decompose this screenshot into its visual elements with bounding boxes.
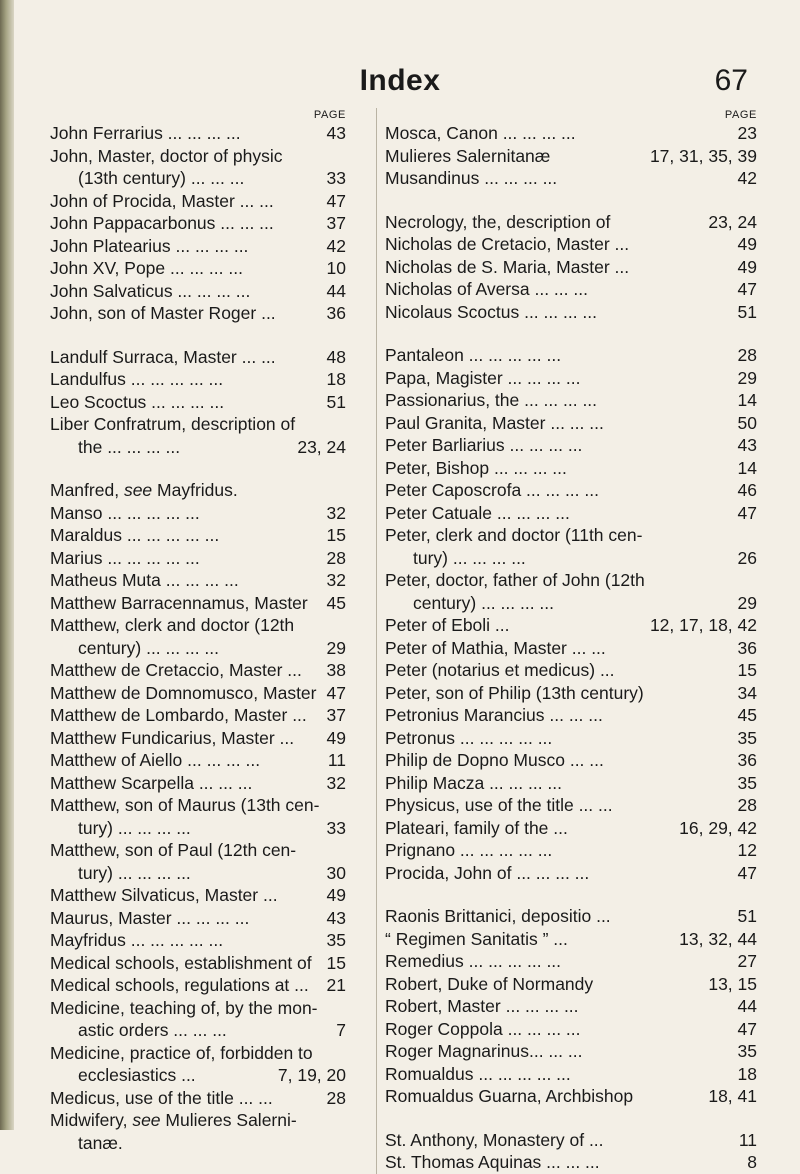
- entry-page: 33: [326, 817, 346, 838]
- entry-text: Matheus Muta ... ... ... ...: [50, 570, 239, 590]
- entry-text: Petronius Marancius ... ... ...: [385, 705, 603, 725]
- entry-page: 36: [737, 637, 757, 658]
- entry-page: 29: [737, 592, 757, 613]
- index-entry: [50, 929, 346, 952]
- entry-page: 32: [326, 772, 346, 793]
- entry-text: [50, 479, 346, 502]
- entry-text: Maraldus ... ... ... ... ...: [50, 525, 220, 545]
- entry-text-pre: Manfred,: [50, 480, 124, 500]
- index-entry: [50, 704, 346, 727]
- entry-text: Matthew of Aiello ... ... ... ...: [50, 750, 261, 770]
- index-entry: [50, 413, 346, 436]
- entry-text-pre: Midwifery,: [50, 1110, 133, 1130]
- entry-text: Peter, Bishop ... ... ... ...: [385, 457, 567, 478]
- entry-text: Matthew, clerk and doctor (12th: [50, 615, 295, 635]
- see-reference: see: [132, 1110, 161, 1130]
- entry-text: Raonis Brittanici, depositio ...: [385, 906, 611, 926]
- index-entry: [385, 614, 757, 637]
- entry-text-post: Mulieres Salerni-: [160, 1110, 297, 1130]
- index-entry: [385, 592, 757, 615]
- entry-page: 27: [737, 951, 757, 971]
- index-entry: [385, 412, 757, 435]
- entry-text: astic orders ... ... ...: [78, 1020, 227, 1040]
- entry-text: John, Master, doctor of physic: [50, 145, 283, 166]
- index-entry: [385, 727, 757, 750]
- index-entry: [50, 479, 346, 502]
- entry-text: Prignano ... ... ... ... ...: [385, 840, 553, 860]
- entry-page: 49: [326, 885, 346, 905]
- entry-page: 18: [737, 1063, 757, 1084]
- index-entry: [50, 1042, 346, 1065]
- index-entry: [50, 794, 346, 817]
- index-entry: [50, 569, 346, 592]
- entry-page: 47: [737, 279, 757, 299]
- index-entry: [385, 524, 757, 547]
- index-entry: [385, 905, 757, 928]
- entry-page: 14: [737, 457, 757, 478]
- index-entry: [385, 301, 757, 324]
- entry-text: Marius ... ... ... ... ...: [50, 547, 200, 568]
- entry-page: 26: [737, 547, 757, 568]
- entry-text: Mulieres Salernitanæ: [385, 145, 551, 166]
- entry-page: 32: [326, 502, 346, 523]
- index-entry: [385, 817, 757, 840]
- index-entry: [50, 122, 346, 145]
- entry-page: 28: [326, 1087, 346, 1108]
- index-entry: [50, 637, 346, 660]
- entry-page: 49: [737, 256, 757, 277]
- index-entry: [50, 727, 346, 750]
- entry-page: 44: [737, 996, 757, 1016]
- entry-page: 15: [326, 525, 346, 545]
- index-entry: [50, 257, 346, 280]
- index-entry: [50, 659, 346, 682]
- index-entry: [385, 637, 757, 660]
- entry-page: 35: [737, 772, 757, 793]
- index-entry: [385, 928, 757, 951]
- index-entry: [385, 1151, 757, 1174]
- see-reference: see: [123, 480, 153, 500]
- entry-text: Matthew Barracennamus, Master: [50, 592, 308, 613]
- page-column-label: PAGE: [313, 109, 346, 121]
- entry-page: 47: [737, 862, 757, 883]
- entry-page: 23, 24: [297, 436, 346, 457]
- entry-text: Matthew de Lombardo, Master ...: [50, 705, 307, 725]
- index-entry: [50, 884, 346, 907]
- index-entry: [385, 995, 757, 1018]
- entry-text: Peter Barliarius ... ... ... ...: [385, 435, 583, 455]
- index-entry: [50, 817, 346, 840]
- entry-page: 29: [326, 637, 346, 658]
- entry-page: 23: [737, 123, 757, 143]
- entry-text: Paul Granita, Master ... ... ...: [385, 412, 604, 433]
- index-entry: [50, 167, 346, 190]
- entry-page: 35: [737, 727, 757, 748]
- index-entry: [50, 592, 346, 615]
- entry-page: 48: [326, 346, 346, 367]
- index-entry: [50, 391, 346, 414]
- index-entry: [50, 1064, 346, 1087]
- book-spine-edge: [0, 0, 14, 1130]
- page-header: [0, 64, 800, 104]
- entry-text: Matthew de Domnomusco, Master: [50, 682, 317, 703]
- entry-text: Liber Confratrum, description of: [50, 414, 296, 434]
- entry-page: 45: [326, 592, 346, 613]
- entry-text: Nicholas de Cretacio, Master ...: [385, 234, 630, 254]
- entry-text: the ... ... ... ...: [78, 436, 181, 457]
- index-entry: [385, 122, 757, 145]
- entry-text: John Pappacarbonus ... ... ...: [50, 213, 274, 233]
- entry-page: 28: [737, 795, 757, 815]
- entry-page: 34: [737, 682, 757, 703]
- entry-page: 13, 32, 44: [679, 928, 757, 949]
- entry-page: 16, 29, 42: [679, 817, 757, 838]
- index-entry: [50, 839, 346, 862]
- entry-page: 8: [747, 1152, 757, 1172]
- entry-page: 15: [326, 952, 346, 973]
- entry-page: 18, 41: [708, 1086, 757, 1106]
- entry-text: Medicine, teaching of, by the mon-: [50, 997, 318, 1018]
- index-entry: [385, 211, 757, 234]
- entry-text: Matthew Silvaticus, Master ...: [50, 885, 278, 905]
- entry-text: Petronus ... ... ... ... ...: [385, 727, 553, 748]
- index-entry: [385, 950, 757, 973]
- entry-page: 43: [326, 907, 346, 928]
- index-entry: [50, 1132, 346, 1155]
- index-entry: [50, 749, 346, 772]
- index-entry: [50, 212, 346, 235]
- entry-text: century) ... ... ... ...: [413, 592, 555, 613]
- entry-text: Matthew, son of Paul (12th cen-: [50, 840, 297, 860]
- index-entry: [385, 457, 757, 480]
- entry-text: Remedius ... ... ... ... ...: [385, 951, 562, 971]
- entry-text: Peter, clerk and doctor (11th cen-: [385, 525, 643, 545]
- index-entry: [50, 997, 346, 1020]
- entry-page: 17, 31, 35, 39: [649, 145, 757, 166]
- index-entry: [50, 368, 346, 391]
- index-entry: [50, 862, 346, 885]
- index-entry: [385, 1129, 757, 1152]
- entry-text: Roger Coppola ... ... ... ...: [385, 1018, 581, 1039]
- entry-text: Plateari, family of the ...: [385, 817, 568, 838]
- entry-text: Musandinus ... ... ... ...: [385, 168, 558, 188]
- entry-page: 13, 15: [708, 973, 757, 994]
- entry-page: 50: [737, 412, 757, 433]
- index-entry: [50, 1109, 346, 1132]
- entry-page: 14: [737, 390, 757, 410]
- index-entry: [385, 569, 757, 592]
- entry-page: 47: [737, 502, 757, 523]
- entry-page: 44: [326, 280, 346, 301]
- entry-page: 29: [737, 367, 757, 388]
- index-entry: [50, 145, 346, 168]
- index-entry: [385, 1040, 757, 1063]
- index-entry: [50, 280, 346, 303]
- index-entry: [385, 794, 757, 817]
- entry-text: Nicholas de S. Maria, Master ...: [385, 256, 630, 277]
- entry-text: Peter Caposcrofa ... ... ... ...: [385, 480, 599, 500]
- right-index-column: [376, 108, 757, 1174]
- index-entry: [50, 235, 346, 258]
- index-entry: [50, 772, 346, 795]
- entry-page: 47: [326, 190, 346, 211]
- entry-page: 15: [737, 660, 757, 680]
- entry-text: Romualdus Guarna, Archbishop: [385, 1086, 634, 1106]
- index-entry: [385, 749, 757, 772]
- entry-text: Passionarius, the ... ... ... ...: [385, 390, 598, 410]
- entry-page: 37: [326, 705, 346, 725]
- entry-text: tury) ... ... ... ...: [413, 547, 526, 568]
- entry-text: ecclesiastics ...: [78, 1065, 196, 1085]
- entry-text: Peter, doctor, father of John (12th: [385, 570, 645, 590]
- index-entry: [385, 367, 757, 390]
- entry-page: 36: [737, 750, 757, 770]
- index-entry: [385, 659, 757, 682]
- index-entry: [385, 502, 757, 525]
- entry-text: Matthew Scarpella ... ... ...: [50, 772, 253, 793]
- index-entry: [50, 190, 346, 213]
- entry-text: John XV, Pope ... ... ... ...: [50, 258, 243, 278]
- entry-page: 11: [327, 750, 346, 770]
- entry-page: 30: [326, 862, 346, 883]
- entry-page: 42: [326, 235, 346, 256]
- entry-text: Nicholas of Aversa ... ... ...: [385, 279, 588, 299]
- entry-page: 35: [737, 1041, 757, 1061]
- index-entry: [50, 1019, 346, 1042]
- entry-text: Maurus, Master ... ... ... ...: [50, 907, 250, 928]
- entry-page: 47: [737, 1018, 757, 1039]
- entry-text: Mayfridus ... ... ... ... ...: [50, 930, 224, 950]
- page-number: 67: [714, 64, 748, 97]
- index-entry: [385, 547, 757, 570]
- entry-text: Robert, Duke of Normandy: [385, 973, 594, 994]
- entry-page: 45: [737, 705, 757, 725]
- index-entry: [50, 524, 346, 547]
- index-entry: [50, 952, 346, 975]
- entry-text: John of Procida, Master ... ...: [50, 190, 274, 211]
- entry-text: Peter, son of Philip (13th century): [385, 682, 644, 703]
- entry-text: Leo Scoctus ... ... ... ...: [50, 391, 225, 412]
- entry-text: Pantaleon ... ... ... ... ...: [385, 345, 562, 365]
- entry-text: Philip de Dopno Musco ... ...: [385, 750, 604, 770]
- entry-text: John Ferrarius ... ... ... ...: [50, 123, 241, 143]
- entry-text: Matthew, son of Maurus (13th cen-: [50, 795, 320, 815]
- entry-page: 49: [326, 727, 346, 748]
- entry-text: Physicus, use of the title ... ...: [385, 795, 613, 815]
- index-entry: [385, 704, 757, 727]
- entry-page: 11: [738, 1129, 757, 1150]
- index-entry: [50, 682, 346, 705]
- entry-page: 51: [326, 391, 346, 412]
- entry-text: Procida, John of ... ... ... ...: [385, 862, 590, 883]
- entry-text: Landulf Surraca, Master ... ...: [50, 346, 276, 367]
- entry-page: 23, 24: [708, 211, 757, 232]
- entry-page: 47: [326, 682, 346, 703]
- index-entry: [50, 502, 346, 525]
- entry-text-post: Mayfridus.: [152, 480, 238, 500]
- entry-page: 42: [737, 168, 757, 188]
- entry-page: 51: [737, 906, 757, 926]
- index-entry: [50, 907, 346, 930]
- entry-text: Peter Catuale ... ... ... ...: [385, 502, 570, 523]
- page-column-label: PAGE: [724, 109, 757, 121]
- entry-text: Robert, Master ... ... ... ...: [385, 996, 579, 1016]
- entry-text: century) ... ... ... ...: [78, 637, 220, 658]
- index-entry: [385, 1018, 757, 1041]
- entry-page: 28: [737, 345, 757, 365]
- index-entry: [50, 302, 346, 325]
- index-entry: [385, 479, 757, 502]
- entry-text: St. Anthony, Monastery of ...: [385, 1129, 604, 1150]
- entry-text: Peter (notarius et medicus) ...: [385, 660, 615, 680]
- entry-text: Necrology, the, description of: [385, 211, 611, 232]
- entry-text: Peter of Mathia, Master ... ...: [385, 637, 606, 658]
- entry-page: 21: [326, 975, 346, 995]
- entry-text: Roger Magnarinus... ... ...: [385, 1041, 583, 1061]
- entry-text: Mosca, Canon ... ... ... ...: [385, 123, 576, 143]
- entry-page: 18: [326, 369, 346, 389]
- index-entry: [385, 278, 757, 301]
- entry-page: 46: [737, 480, 757, 500]
- entry-page: 7: [336, 1020, 346, 1040]
- index-entry: [385, 389, 757, 412]
- index-entry: [385, 1063, 757, 1086]
- entry-text: Medicus, use of the title ... ...: [50, 1087, 273, 1108]
- entry-text: Matthew Fundicarius, Master ...: [50, 727, 295, 748]
- entry-text: Matthew de Cretaccio, Master ...: [50, 660, 302, 680]
- entry-text: Papa, Magister ... ... ... ...: [385, 367, 581, 388]
- entry-text: Medical schools, regulations at ...: [50, 975, 309, 995]
- entry-text: Philip Macza ... ... ... ...: [385, 772, 562, 793]
- entry-page: 35: [326, 930, 346, 950]
- entry-text: St. Thomas Aquinas ... ... ...: [385, 1152, 600, 1172]
- entry-text: John, son of Master Roger ...: [50, 303, 276, 323]
- index-entry: [50, 1087, 346, 1110]
- entry-page: 37: [326, 213, 346, 233]
- entry-page: 12: [737, 840, 757, 860]
- entry-text: Landulfus ... ... ... ... ...: [50, 369, 224, 389]
- index-entry: [385, 344, 757, 367]
- index-entry: [385, 233, 757, 256]
- entry-page: 36: [326, 303, 346, 323]
- index-entry: [50, 346, 346, 369]
- entry-page: 28: [326, 547, 346, 568]
- index-entry: [385, 145, 757, 168]
- index-entry: [385, 973, 757, 996]
- index-entry: [385, 434, 757, 457]
- index-entry: [385, 1085, 757, 1108]
- index-entry: [50, 974, 346, 997]
- entry-page: 49: [737, 234, 757, 254]
- entry-text: John Salvaticus ... ... ... ...: [50, 280, 251, 301]
- index-entry: [50, 547, 346, 570]
- index-entry: [385, 167, 757, 190]
- entry-text: (13th century) ... ... ...: [78, 168, 245, 188]
- entry-text: Romualdus ... ... ... ... ...: [385, 1063, 571, 1084]
- left-index-column: [50, 108, 346, 1154]
- entry-page: 7, 19, 20: [277, 1065, 346, 1085]
- entry-text: [50, 1109, 346, 1132]
- entry-text: Nicolaus Scoctus ... ... ... ...: [385, 301, 598, 322]
- index-entry: [385, 772, 757, 795]
- page-title: Index: [359, 64, 441, 97]
- entry-page: 32: [326, 570, 346, 590]
- entry-page: 10: [326, 258, 346, 278]
- index-entry: [385, 682, 757, 705]
- entry-text: Manso ... ... ... ... ...: [50, 502, 200, 523]
- entry-page: 38: [326, 660, 346, 680]
- entry-text: “ Regimen Sanitatis ” ...: [385, 928, 568, 949]
- index-entry: [50, 614, 346, 637]
- entry-page: 51: [737, 301, 757, 322]
- entry-page: 12, 17, 18, 42: [649, 615, 757, 635]
- entry-page: 43: [737, 435, 757, 455]
- entry-text: tury) ... ... ... ...: [78, 817, 191, 838]
- entry-page: 43: [326, 123, 346, 143]
- index-entry: [385, 862, 757, 885]
- index-entry: [385, 839, 757, 862]
- index-entry: [385, 256, 757, 279]
- entry-page: 33: [326, 168, 346, 188]
- entry-text: Peter of Eboli ...: [385, 615, 510, 635]
- index-entry: [50, 436, 346, 459]
- entry-text: John Platearius ... ... ... ...: [50, 235, 249, 256]
- entry-text: Medical schools, establishment of: [50, 952, 312, 973]
- entry-text: tury) ... ... ... ...: [78, 862, 191, 883]
- entry-text: Medicine, practice of, forbidden to: [50, 1042, 313, 1063]
- entry-text: tanæ.: [78, 1132, 123, 1153]
